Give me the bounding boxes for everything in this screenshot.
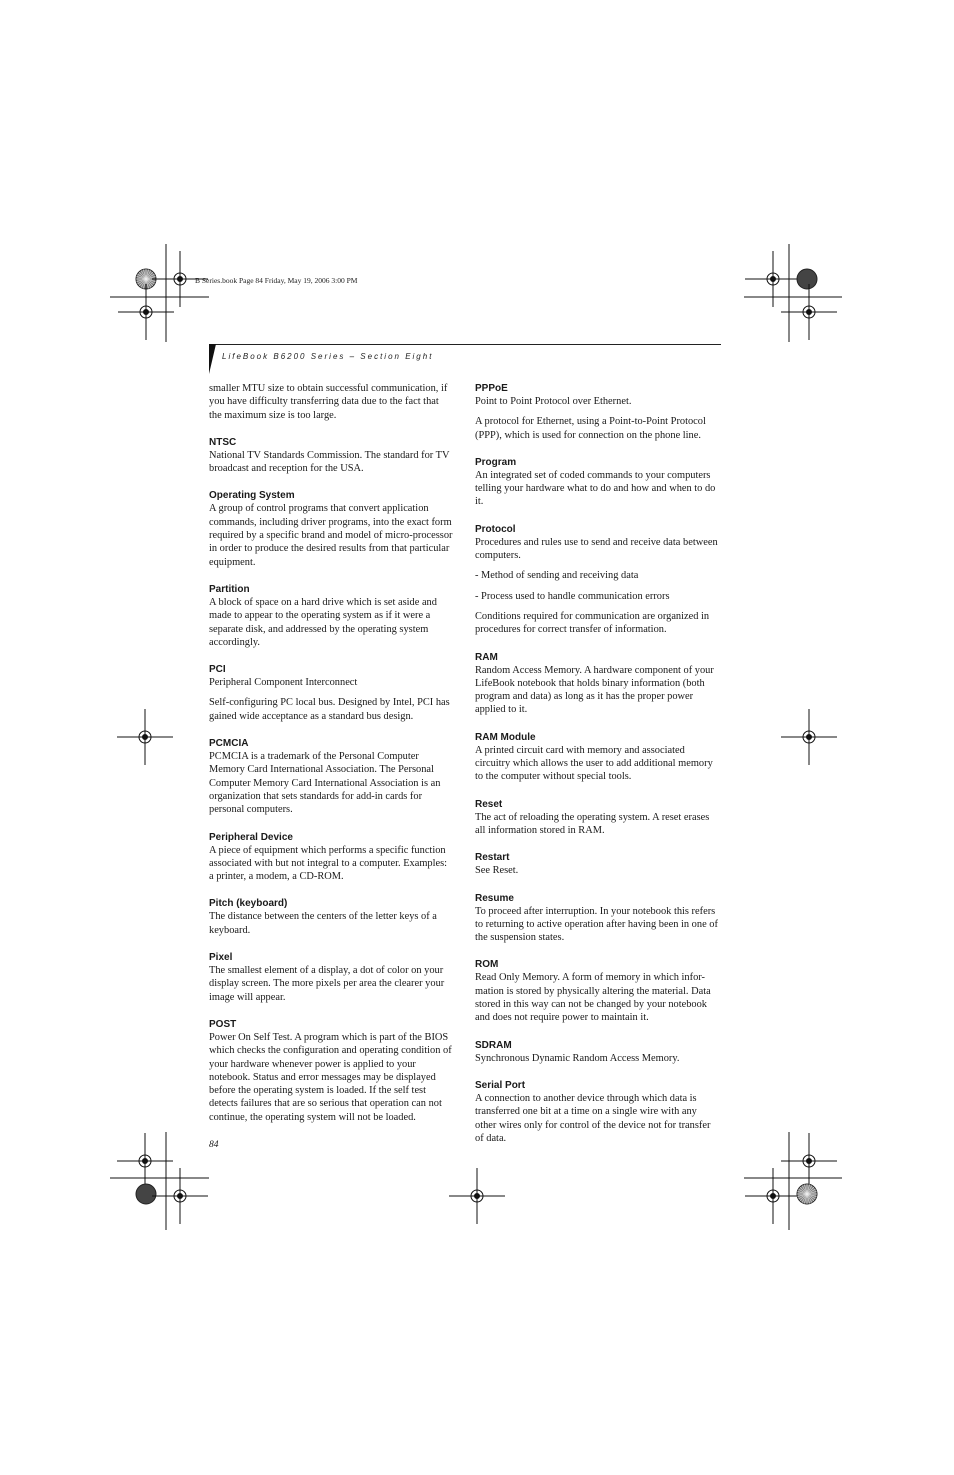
glossary-definition: Self-configuring PC local bus. Designed by Intel, PCI has gained wide acceptance as a standard bus design. (209, 697, 450, 722)
glossary-term: PCI (209, 664, 226, 676)
glossary-definition: A group of control programs that convert application commands, including driver programs, into the exact form required by a specific brand and model of micro-processor in order to produce the desired results from that particular equipment. (209, 503, 453, 568)
glossary-term: Program (475, 456, 517, 468)
color-target-icon (797, 1184, 817, 1204)
glossary-term: Serial Port (475, 1079, 526, 1091)
glossary-entry (209, 824, 454, 884)
glossary-definition: A printed circuit card with memory and associated circuitry which allows the user to add additional memory to the computer without special tools. (475, 744, 713, 783)
glossary-term: RAM (475, 651, 498, 663)
glossary-definition: A connection to another device through which data is transferred one bit at a time on a single wire with any other wires only for control of the device not for transfer of data. (475, 1092, 711, 1144)
glossary-term: Pixel (209, 952, 233, 964)
glossary-term: PPPoE (475, 383, 508, 394)
color-target-icon (136, 1184, 156, 1204)
running-head: LifeBook B6200 Series – Section Eight (222, 352, 434, 361)
glossary-right-column (475, 382, 720, 1152)
glossary-definition: An integrated set of coded commands to your computers telling your hardware what to do and how and when to do it. (475, 469, 716, 508)
glossary-entry (209, 656, 454, 723)
glossary-entry (475, 382, 720, 442)
book-slug: B Series.book Page 84 Friday, May 19, 2006 3:00 PM (195, 276, 358, 285)
registration-mark-icon (117, 709, 173, 765)
glossary-definition: See Reset. (475, 865, 519, 877)
glossary-definition: National TV Standards Commission. The standard for TV broadcast and reception for the USA. (209, 449, 450, 475)
header-rule (209, 344, 721, 345)
glossary-entry (475, 1032, 720, 1065)
glossary-entry (475, 951, 720, 1024)
glossary-entry (475, 449, 720, 509)
glossary-entry (209, 890, 454, 937)
glossary-definition: To proceed after interruption. In your notebook this refers to returning to active operation after having been in one of the suspension states. (475, 905, 718, 944)
glossary-definition: PCMCIA is a trademark of the Personal Computer Memory Card International Association. The Personal Computer Memory Card International Association is an organization that sets standards for add-in cards for personal computers. (209, 751, 441, 816)
glossary-entry (475, 1072, 720, 1145)
registration-mark-icon (781, 709, 837, 765)
glossary-definition: A piece of equipment which performs a specific function associated with but not integral to a computer. Examples: a printer, a modem, a CD-ROM. (209, 844, 448, 883)
glossary-definition: - Method of sending and receiving data (475, 570, 639, 582)
page-number: 84 (209, 1140, 219, 1150)
glossary-definition: Synchronous Dynamic Random Access Memory. (475, 1052, 680, 1064)
glossary-entry (475, 644, 720, 717)
registration-mark-icon (745, 1168, 801, 1224)
glossary-entry (475, 844, 720, 877)
glossary-definition: The smallest element of a display, a dot of color on your display screen. The more pixels per area the clearer your image will appear. (209, 965, 445, 1003)
glossary-definition: The act of reloading the operating system. A reset erases all information stored in RAM. (475, 811, 710, 836)
glossary-entry (209, 429, 454, 476)
glossary-term: Partition (209, 583, 250, 595)
glossary-definition: Point to Point Protocol over Ethernet. (475, 396, 632, 407)
glossary-definition: Random Access Memory. A hardware component of your LifeBook notebook that holds binary information (both program and data) as long as it has the proper power applied to it. (475, 664, 714, 716)
glossary-term: NTSC (209, 436, 237, 448)
glossary-term: Restart (475, 852, 510, 864)
glossary-definition: The distance between the centers of the letter keys of a keyboard. (209, 911, 437, 936)
color-target-icon (797, 269, 817, 289)
glossary-entry (475, 791, 720, 838)
glossary-entry (209, 382, 454, 422)
glossary-term: Resume (475, 892, 514, 904)
glossary-definition: Conditions required for communication are organized in procedures for correct transfer of information. (475, 610, 710, 636)
glossary-definition: A block of space on a hard drive which is set aside and made to appear to the operating system as if it were a separate disk, and addressed by the operating system accordingly. (209, 596, 437, 648)
glossary-entry (475, 885, 720, 945)
glossary-entry (209, 730, 454, 816)
glossary-term: Pitch (keyboard) (209, 898, 288, 910)
glossary-definition: Power On Self Test. A program which is part of the BIOS which checks the configuration and operating condition of your hardware whenever power is applied to your notebook. Status and error messages may be displayed before the operating system is loaded. If the self test detects failures that are so serious that operation can not continue, the operating system will not be loaded. (209, 1031, 452, 1123)
glossary-definition: A protocol for Ethernet, using a Point-to-Point Protocol (PPP), which is used for connection on the phone line. (475, 416, 706, 441)
glossary-term: Protocol (475, 523, 516, 535)
glossary-entry (209, 482, 454, 568)
glossary-definition: Peripheral Component Interconnect (209, 677, 358, 689)
glossary-term: RAM Module (475, 731, 536, 743)
glossary-entry (209, 576, 454, 649)
glossary-term: SDRAM (475, 1039, 512, 1051)
registration-mark-icon (152, 1168, 208, 1224)
glossary-definition: - Process used to handle communication errors (475, 590, 670, 602)
glossary-definition: Procedures and rules use to send and receive data between computers. (475, 536, 718, 562)
glossary-term: Peripheral Device (209, 831, 293, 843)
glossary-definition: smaller MTU size to obtain successful communication, if you have difficulty transferring data due to the fact that the maximum size is too large. (209, 383, 448, 421)
glossary-definition: Read Only Memory. A form of memory in which infor-mation is stored by physically altering the material. Data stored in this way can not be changed by your notebook and does not require power to maintain it. (475, 972, 711, 1024)
glossary-term: ROM (475, 959, 499, 971)
glossary-term: Reset (475, 798, 503, 810)
glossary-entry (209, 944, 454, 1004)
registration-mark-icon (745, 251, 801, 307)
glossary-entry (475, 516, 720, 637)
glossary-left-column (209, 382, 454, 1131)
glossary-entry (209, 1011, 454, 1124)
registration-mark-icon (449, 1168, 505, 1224)
glossary-entry (475, 724, 720, 784)
glossary-term: PCMCIA (209, 738, 249, 750)
glossary-term: POST (209, 1018, 237, 1030)
header-tab-mark (209, 344, 216, 374)
glossary-term: Operating System (209, 490, 295, 502)
registration-mark-icon (117, 1133, 173, 1189)
